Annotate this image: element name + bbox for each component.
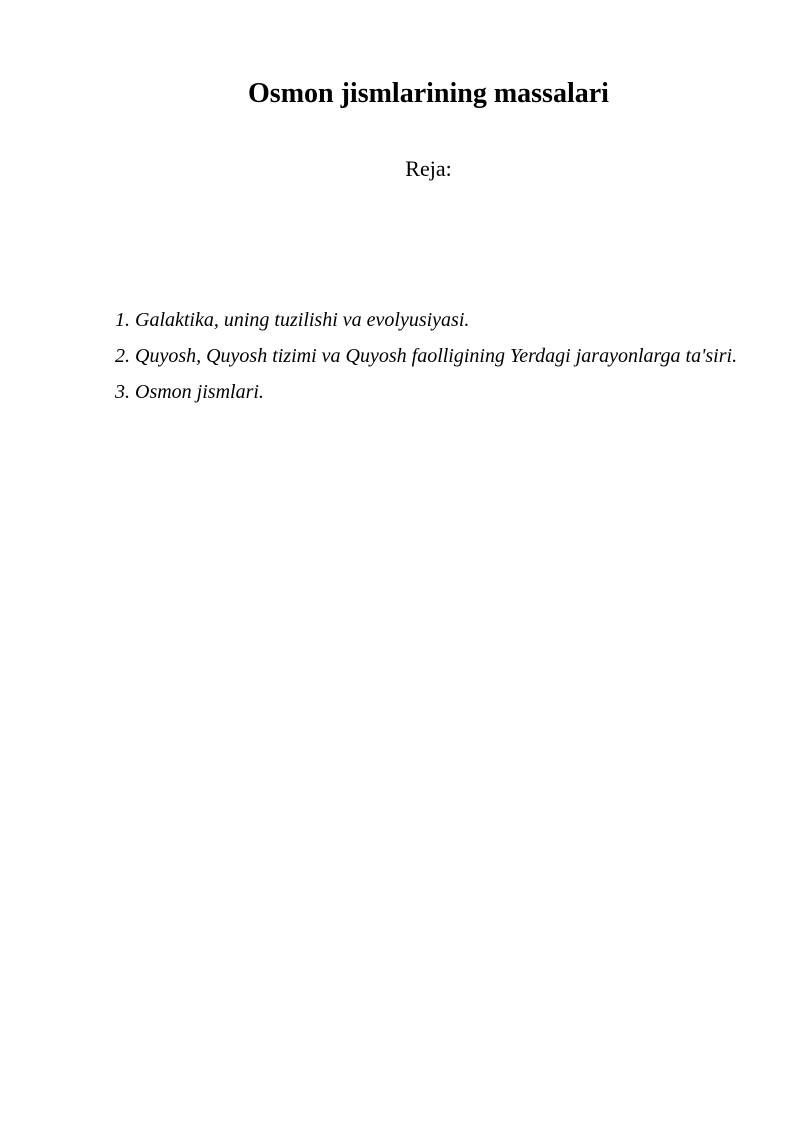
plan-item-1: 1. Galaktika, uning tuzilishi va evolyusiyasi. [115,309,470,331]
title-container [115,76,742,112]
plan-heading: Reja: [405,156,452,181]
plan-list [115,302,742,410]
plan-item-2: 2. Quyosh, Quyosh tizimi va Quyosh faolligining Yerdagi jarayonlarga ta'siri. [115,345,738,367]
page-title: Osmon jismlarining massalari [248,78,609,109]
plan-item-3: 3. Osmon jismlari. [115,381,264,403]
